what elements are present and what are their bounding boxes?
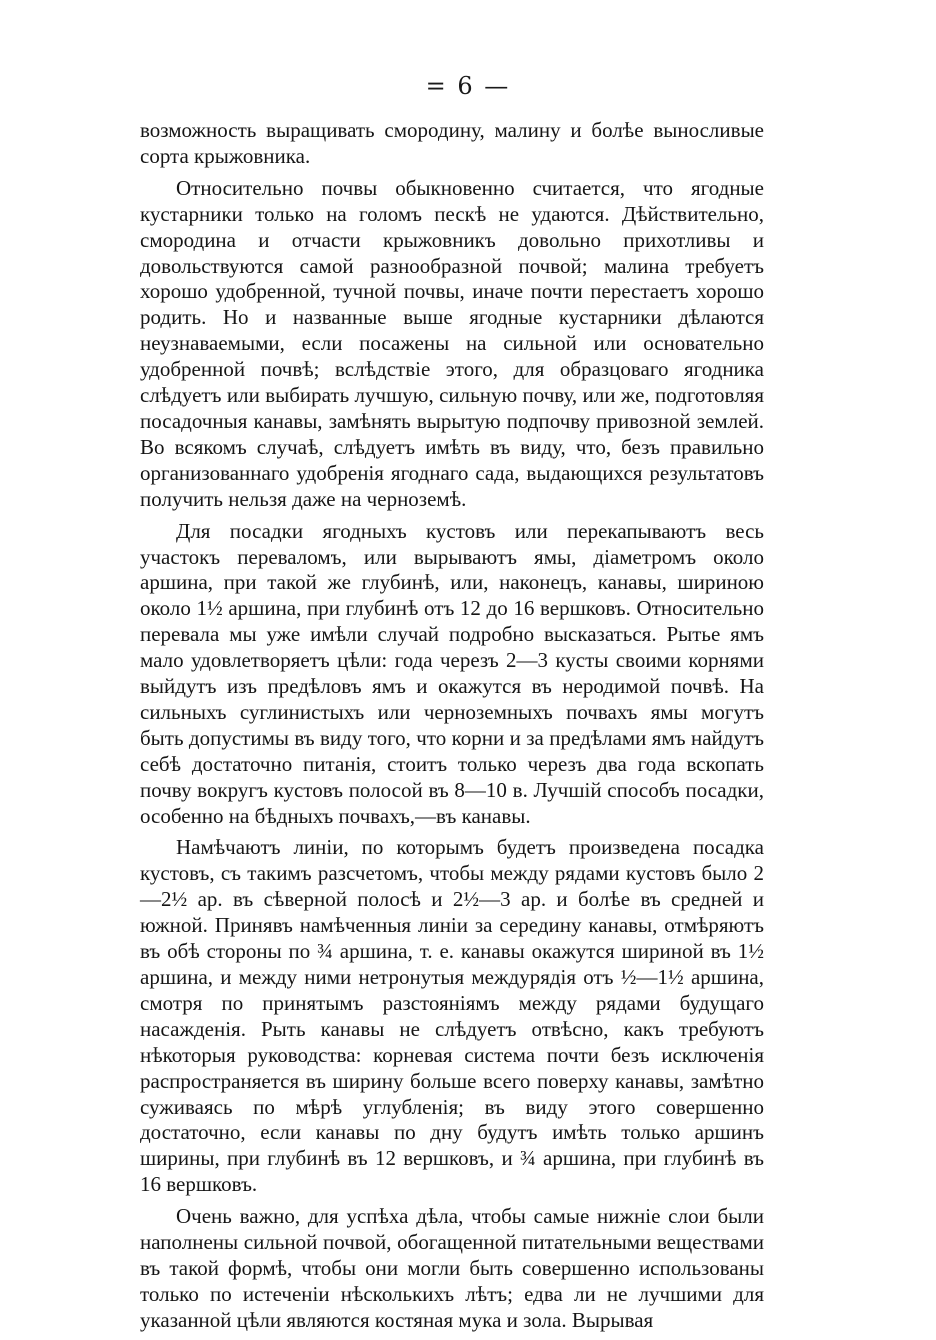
body-text	[140, 118, 764, 1340]
paragraph-soil: Относительно почвы обыкновенно считается, что ягодные кустарники только на голомъ пескѣ не удаются. Дѣйствительно, смородина и отчасти крыжовникъ довольно прихотливы и довольствуются самой разнообразной почвой; малина требуетъ хорошо удобренной, тучной почвы, иначе почти перестаетъ хорошо родить. Но и названные выше ягодные кустарники дѣлаются неузнаваемыми, если посажены на сильной или основательно удобренной почвѣ; вслѣдствіе этого, для образцоваго ягодника слѣдуетъ или выбирать лучшую, сильную почву, или же, подготовляя посадочныя канавы, замѣнять вырытую подпочву привозной землей. Во всякомъ случаѣ, слѣдуетъ имѣть въ виду, что, безъ правильно организованнаго удобренія ягоднаго сада, выдающихся результатовъ получить нельзя даже на черноземѣ.	[140, 175, 764, 511]
paragraph-planting-methods: Для посадки ягодныхъ кустовъ или перекапываютъ весь участокъ переваломъ, или вырываютъ ямы, діаметромъ около аршина, при такой же глубинѣ, или, наконецъ, канавы, шириною около 1½ аршина, при глубинѣ отъ 12 до 16 вершковъ. Относительно перевала мы уже имѣли случай подробно высказаться. Рытье ямъ мало удовлетворяетъ цѣли: года черезъ 2—3 кусты своими корнями выйдутъ изъ предѣловъ ямъ и окажутся въ неродимой почвѣ. На сильныхъ суглинистыхъ или черноземныхъ почвахъ ямы могутъ быть допустимы въ виду того, что корни и за предѣлами ямъ найдутъ себѣ достаточно питанія, стоитъ только черезъ два года вскопать почву вокругъ кустовъ полосой въ 8—10 в. Лучшій способъ посадки, особенно на бѣдныхъ почвахъ,—въ канавы.	[140, 518, 764, 828]
paragraph-trench-layout: Намѣчаютъ линіи, по которымъ будетъ произведена посадка кустовъ, съ такимъ разсчетомъ, чтобы между рядами кустовъ было 2—2½ ар. въ сѣверной полосѣ и 2½—3 ар. и болѣе въ средней и южной. Принявъ намѣченныя линіи за середину канавы, отмѣряютъ въ обѣ стороны по ¾ аршина, т. е. канавы окажутся шириной въ 1½ аршина, и между ними нетронутыя междурядія отъ ½—1½ аршина, смотря по принятымъ разстояніямъ между рядами будущаго насажденія. Рыть канавы не слѣдуетъ отвѣсно, какъ требуютъ нѣкоторыя руководства: корневая система почти безъ исключенія распространяется въ ширину больше всего поверху канавы, замѣтно суживаясь по мѣрѣ углубленія; въ виду этого совершенно достаточно, если канавы по дну будутъ имѣть только аршинъ ширины, при глубинѣ въ 12 вершковъ, и ¾ аршина, при глубинѣ въ 16 вершковъ.	[140, 835, 764, 1197]
paragraph-continuation: возможность выращивать смородину, малину и болѣе выносливые сорта крыжовника.	[140, 118, 764, 168]
paragraph-bottom-layers: Очень важно, для успѣха дѣла, чтобы самые нижніе слои были наполнены сильной почвой, обогащенной питательными веществами въ такой формѣ, чтобы они могли быть совершенно использованы только по истеченіи нѣсколькихъ лѣтъ; едва ли не лучшими для указанной цѣли являются костяная мука и зола. Вырывая	[140, 1204, 764, 1332]
page-number: = 6 —	[425, 72, 511, 100]
